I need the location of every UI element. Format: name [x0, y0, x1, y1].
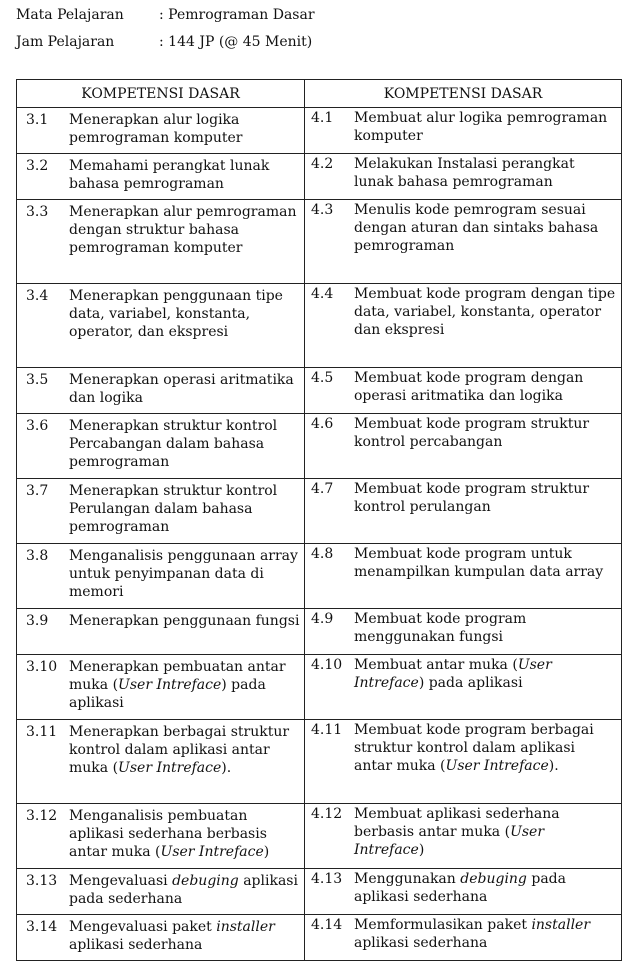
kd-description — [354, 656, 617, 692]
kd-description — [69, 612, 300, 630]
kd-description — [354, 201, 617, 256]
kd-text: Menganalisis penggunaan array untuk penyimpanan data di memori — [69, 548, 298, 601]
kd-number: 3.9 — [26, 613, 49, 629]
kd-description — [69, 287, 300, 342]
kd-number: 3.12 — [26, 808, 58, 824]
kd-description — [354, 109, 617, 145]
kd-text-italic: debuging — [172, 873, 239, 889]
kd-description — [69, 807, 300, 862]
kd-cell-content — [305, 479, 621, 517]
kd-cell-left — [17, 479, 305, 544]
kd-description — [354, 870, 617, 906]
kd-cell-left — [17, 284, 305, 368]
kd-text: Mengevaluasi paket — [69, 919, 217, 935]
kd-text: ) — [418, 842, 425, 859]
kd-number: 4.8 — [311, 546, 334, 562]
kd-cell-content — [305, 108, 621, 146]
kd-cell-left — [17, 368, 305, 414]
kd-cell-left — [17, 609, 305, 655]
kd-number: 3.8 — [26, 548, 49, 564]
kd-text: Menerapkan struktur kontrol Perulangan dalam bahasa pemrograman — [69, 483, 278, 536]
kd-cell-left — [17, 804, 305, 869]
kd-text-italic: User Intreface — [354, 824, 545, 859]
kd-cell-right — [305, 720, 622, 804]
kd-text: Membuat kode program untuk menampilkan kumpulan data array — [354, 546, 604, 581]
kd-number: 4.7 — [311, 481, 334, 497]
kd-text-italic: installer — [531, 917, 591, 933]
kd-description — [69, 371, 300, 407]
kd-cell-right — [305, 915, 622, 961]
kd-text: Membuat kode program menggunakan fungsi — [354, 611, 527, 646]
kd-cell-content — [305, 804, 621, 861]
kd-cell-content — [305, 869, 621, 907]
kd-description — [354, 610, 617, 646]
kd-description — [69, 872, 300, 908]
hours-value: : 144 JP (@ 45 Menit) — [159, 34, 313, 50]
table-row — [17, 655, 622, 720]
kd-cell-left — [17, 200, 305, 284]
kd-cell-content — [17, 915, 304, 955]
kd-cell-right — [305, 200, 622, 284]
kd-text: Menganalisis pembuatan aplikasi sederhana berbasis antar muka ( — [69, 808, 267, 861]
kd-cell-content — [305, 544, 621, 582]
subject-label: Mata Pelajaran — [16, 7, 124, 23]
kd-text: Membuat kode program struktur kontrol perulangan — [354, 481, 590, 516]
kd-description — [354, 916, 617, 952]
kd-text: aplikasi sederhana — [69, 937, 203, 954]
table-row — [17, 154, 622, 200]
kd-text: Menerapkan alur logika pemrograman komputer — [69, 112, 243, 147]
kd-text: Menerapkan alur pemrograman dengan struktur bahasa pemrograman komputer — [69, 204, 297, 257]
kd-cell-right — [305, 544, 622, 609]
kd-cell-content — [17, 479, 304, 538]
kd-description — [354, 805, 617, 860]
kd-number: 3.6 — [26, 418, 49, 434]
kd-description — [69, 203, 300, 258]
kd-description — [69, 658, 300, 713]
table-body — [17, 108, 622, 961]
table-row — [17, 720, 622, 804]
kd-cell-left — [17, 544, 305, 609]
kd-cell-left — [17, 108, 305, 154]
kd-description — [69, 723, 300, 778]
kd-text-italic: User Intreface — [354, 657, 552, 692]
kd-number: 4.11 — [311, 722, 343, 738]
table-header-row — [17, 80, 622, 108]
kd-text: ). — [548, 758, 559, 775]
table-row — [17, 108, 622, 154]
hours-label: Jam Pelajaran — [16, 34, 115, 50]
kd-text: Membuat kode program dengan tipe data, variabel, konstanta, operator dan ekspresi — [354, 286, 616, 339]
meta-subject-row — [16, 6, 315, 24]
kd-cell-content — [305, 609, 621, 647]
kd-cell-content — [17, 720, 304, 779]
kd-cell-left — [17, 915, 305, 961]
kd-number: 4.4 — [311, 286, 334, 302]
kd-cell-content — [17, 869, 304, 909]
kd-cell-content — [17, 154, 304, 194]
kd-text-italic: installer — [216, 919, 275, 935]
kd-number: 4.1 — [311, 110, 334, 126]
table-row — [17, 869, 622, 915]
subject-value: : Pemrograman Dasar — [159, 7, 315, 23]
kd-description — [69, 157, 300, 193]
kd-description — [354, 721, 617, 776]
kd-cell-content — [17, 655, 304, 714]
kd-cell-content — [305, 655, 621, 693]
kd-cell-content — [17, 544, 304, 603]
kd-cell-content — [17, 108, 304, 148]
kd-text: Membuat antar muka ( — [354, 657, 518, 673]
kd-number: 4.9 — [311, 611, 334, 627]
kd-description — [354, 545, 617, 581]
kd-text: Mengevaluasi — [69, 873, 173, 889]
kd-cell-content — [17, 284, 304, 343]
kd-number: 4.12 — [311, 806, 343, 822]
kd-cell-content — [17, 414, 304, 473]
table-row — [17, 915, 622, 961]
table-row — [17, 200, 622, 284]
kd-cell-right — [305, 154, 622, 200]
kd-number: 4.14 — [311, 917, 343, 933]
kd-text: Memahami perangkat lunak bahasa pemrograman — [69, 158, 270, 193]
kd-cell-left — [17, 655, 305, 720]
kd-cell-content — [305, 154, 621, 192]
meta-hours-row — [16, 33, 312, 51]
kd-text: aplikasi sederhana — [354, 935, 488, 952]
kd-text: Menerapkan penggunaan fungsi — [69, 613, 300, 629]
kd-text: Menerapkan struktur kontrol Percabangan dalam bahasa pemrograman — [69, 418, 278, 471]
kd-text: ) pada aplikasi — [69, 677, 266, 712]
kd-cell-left — [17, 414, 305, 479]
header-kd-right: KOMPETENSI DASAR — [305, 80, 622, 108]
kd-cell-content — [17, 368, 304, 408]
kd-cell-right — [305, 414, 622, 479]
kd-description — [354, 415, 617, 451]
kd-text: Menggunakan — [354, 871, 461, 887]
kd-text: Membuat aplikasi sederhana berbasis antar muka ( — [354, 806, 560, 841]
kd-number: 3.1 — [26, 112, 49, 128]
table-row — [17, 284, 622, 368]
kd-text: Membuat kode program struktur kontrol percabangan — [354, 416, 590, 451]
kd-number: 3.5 — [26, 372, 49, 388]
table-row — [17, 544, 622, 609]
kd-cell-content — [305, 915, 621, 953]
kd-text: Membuat alur logika pemrograman komputer — [354, 110, 608, 145]
table-row — [17, 368, 622, 414]
kd-cell-content — [17, 609, 304, 631]
kd-text: Membuat kode program berbagai struktur kontrol dalam aplikasi antar muka ( — [354, 722, 594, 775]
kd-cell-right — [305, 869, 622, 915]
kd-cell-content — [17, 200, 304, 259]
kd-number: 3.4 — [26, 288, 49, 304]
kd-cell-right — [305, 804, 622, 869]
kd-number: 3.7 — [26, 483, 49, 499]
kd-cell-content — [305, 200, 621, 257]
kd-number: 3.13 — [26, 873, 58, 889]
kd-text-italic: debuging — [460, 871, 527, 887]
kd-description — [354, 155, 617, 191]
table-row — [17, 609, 622, 655]
kd-text: Memformulasikan paket — [354, 917, 532, 933]
kd-text-italic: User Intreface — [445, 758, 549, 775]
kd-text-italic: User Intreface — [118, 677, 222, 694]
kd-cell-right — [305, 609, 622, 655]
kd-cell-content — [305, 284, 621, 341]
kd-description — [69, 417, 300, 472]
kd-number: 3.10 — [26, 659, 58, 675]
kd-cell-right — [305, 655, 622, 720]
kd-description — [354, 480, 617, 516]
competency-table — [16, 79, 622, 961]
kd-cell-right — [305, 284, 622, 368]
kd-text-italic: User Intreface — [118, 760, 222, 777]
kd-text: ) — [263, 844, 270, 861]
kd-text: Menulis kode pemrogram sesuai dengan aturan dan sintaks bahasa pemrograman — [354, 202, 599, 255]
kd-cell-content — [305, 414, 621, 452]
kd-number: 3.14 — [26, 919, 58, 935]
kd-cell-left — [17, 869, 305, 915]
table-row — [17, 804, 622, 869]
kd-number: 4.3 — [311, 202, 334, 218]
kd-cell-content — [305, 368, 621, 406]
kd-number: 3.3 — [26, 204, 49, 220]
kd-text: ). — [221, 760, 232, 777]
table-row — [17, 479, 622, 544]
kd-number: 3.2 — [26, 158, 49, 174]
kd-text: pada aplikasi sederhana — [354, 871, 566, 906]
kd-description — [69, 482, 300, 537]
kd-number: 4.6 — [311, 416, 334, 432]
kd-description — [69, 111, 300, 147]
kd-cell-right — [305, 368, 622, 414]
kd-text: Menerapkan pembuatan antar muka ( — [69, 659, 286, 694]
kd-description — [69, 918, 300, 954]
kd-cell-content — [305, 720, 621, 777]
kd-description — [354, 285, 617, 340]
table-row — [17, 414, 622, 479]
kd-number: 4.5 — [311, 370, 334, 386]
kd-text: Menerapkan penggunaan tipe data, variabel, konstanta, operator, dan ekspresi — [69, 288, 283, 341]
kd-cell-content — [17, 804, 304, 863]
kd-text: Melakukan Instalasi perangkat lunak bahasa pemrograman — [354, 156, 575, 191]
kd-text: Menerapkan berbagai struktur kontrol dalam aplikasi antar muka ( — [69, 724, 290, 777]
kd-description — [69, 547, 300, 602]
kd-number: 3.11 — [26, 724, 58, 740]
kd-cell-right — [305, 108, 622, 154]
kd-cell-right — [305, 479, 622, 544]
kd-text: Menerapkan operasi aritmatika dan logika — [69, 372, 294, 407]
kd-number: 4.2 — [311, 156, 334, 172]
header-kd-left: KOMPETENSI DASAR — [17, 80, 305, 108]
kd-text: aplikasi pada sederhana — [69, 873, 298, 908]
kd-text: ) pada aplikasi — [418, 675, 523, 692]
kd-cell-left — [17, 720, 305, 804]
kd-description — [354, 369, 617, 405]
kd-number: 4.13 — [311, 871, 343, 887]
kd-text: Membuat kode program dengan operasi aritmatika dan logika — [354, 370, 584, 405]
kd-number: 4.10 — [311, 657, 343, 673]
kd-cell-left — [17, 154, 305, 200]
kd-text-italic: User Intreface — [160, 844, 264, 861]
